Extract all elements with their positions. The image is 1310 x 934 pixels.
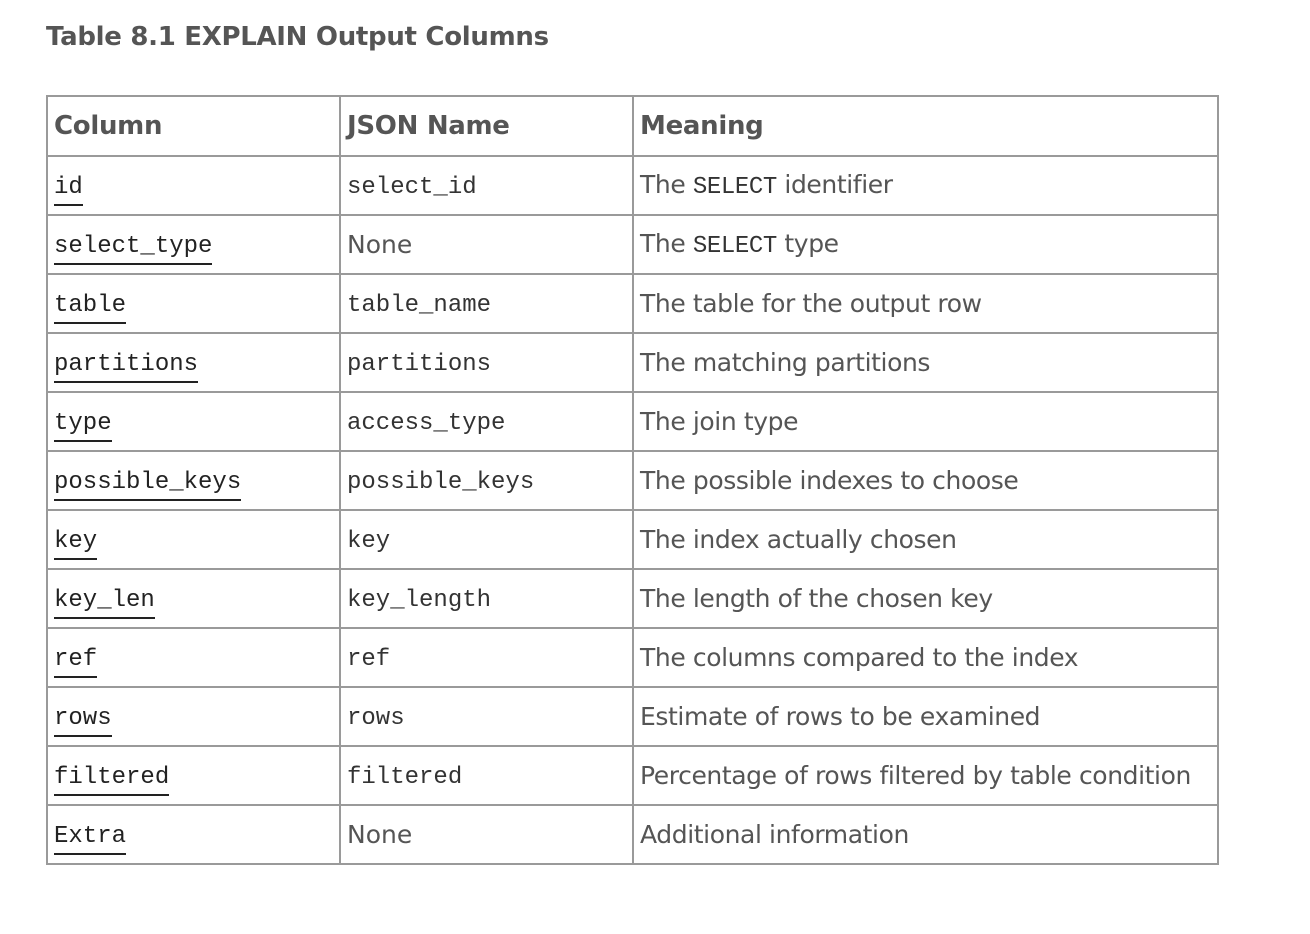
table-caption: Table 8.1 EXPLAIN Output Columns (46, 22, 549, 52)
column-cell (47, 805, 340, 864)
json-name-value: ref (347, 646, 391, 673)
column-link[interactable]: key_len (54, 587, 155, 619)
json-name-value: possible_keys (347, 469, 535, 496)
meaning-cell: Estimate of rows to be examined (633, 687, 1218, 746)
json-name-header: JSON Name (340, 96, 633, 156)
column-link[interactable]: select_type (54, 233, 212, 265)
column-cell (47, 451, 340, 510)
column-cell (47, 510, 340, 569)
column-header: Column (47, 96, 340, 156)
column-cell (47, 156, 340, 215)
table-row (47, 215, 1218, 274)
meaning-cell: The length of the chosen key (633, 569, 1218, 628)
json-name-value: filtered (347, 764, 463, 791)
json-name-cell (340, 569, 633, 628)
json-name-cell (340, 156, 633, 215)
json-name-cell (340, 510, 633, 569)
column-link[interactable]: type (54, 410, 112, 442)
column-cell (47, 628, 340, 687)
meaning-cell: The table for the output row (633, 274, 1218, 333)
meaning-header: Meaning (633, 96, 1218, 156)
table-row (47, 687, 1218, 746)
column-cell (47, 687, 340, 746)
column-cell (47, 333, 340, 392)
table-row (47, 156, 1218, 215)
table-row (47, 274, 1218, 333)
column-link[interactable]: filtered (54, 764, 169, 796)
table-row (47, 392, 1218, 451)
meaning-cell: The join type (633, 392, 1218, 451)
meaning-keyword: SELECT (692, 233, 777, 260)
table-header-row (47, 96, 1218, 156)
explain-output-columns-table (46, 95, 1219, 865)
column-link[interactable]: id (54, 174, 83, 206)
column-cell (47, 274, 340, 333)
json-name-value: None (347, 230, 413, 259)
column-cell (47, 392, 340, 451)
column-cell (47, 746, 340, 805)
meaning-cell: Percentage of rows filtered by table condition (633, 746, 1218, 805)
column-link[interactable]: Extra (54, 823, 126, 855)
json-name-value: table_name (347, 292, 492, 319)
meaning-cell (633, 215, 1218, 274)
meaning-text: The (640, 229, 693, 258)
meaning-text: type (776, 229, 839, 258)
json-name-cell (340, 274, 633, 333)
column-link[interactable]: rows (54, 705, 112, 737)
json-name-cell (340, 687, 633, 746)
table-row (47, 333, 1218, 392)
column-cell (47, 569, 340, 628)
meaning-text: The (640, 170, 693, 199)
json-name-cell (340, 392, 633, 451)
meaning-keyword: SELECT (692, 174, 777, 201)
json-name-value: key (347, 528, 391, 555)
json-name-cell (340, 628, 633, 687)
json-name-cell (340, 746, 633, 805)
json-name-cell (340, 805, 633, 864)
column-cell (47, 215, 340, 274)
meaning-cell: The possible indexes to choose (633, 451, 1218, 510)
table-row (47, 569, 1218, 628)
meaning-cell: Additional information (633, 805, 1218, 864)
json-name-cell (340, 333, 633, 392)
meaning-cell: The matching partitions (633, 333, 1218, 392)
meaning-text: identifier (776, 170, 893, 199)
meaning-cell (633, 156, 1218, 215)
table-row (47, 746, 1218, 805)
json-name-value: select_id (347, 174, 477, 201)
meaning-cell: The columns compared to the index (633, 628, 1218, 687)
json-name-value: None (347, 820, 413, 849)
json-name-cell (340, 451, 633, 510)
column-link[interactable]: partitions (54, 351, 198, 383)
json-name-value: partitions (347, 351, 492, 378)
json-name-cell (340, 215, 633, 274)
table-row (47, 451, 1218, 510)
column-link[interactable]: ref (54, 646, 97, 678)
json-name-value: rows (347, 705, 405, 732)
meaning-cell: The index actually chosen (633, 510, 1218, 569)
table-row (47, 510, 1218, 569)
table-row (47, 805, 1218, 864)
json-name-value: access_type (347, 410, 506, 437)
column-link[interactable]: key (54, 528, 97, 560)
column-link[interactable]: table (54, 292, 126, 324)
column-link[interactable]: possible_keys (54, 469, 241, 501)
json-name-value: key_length (347, 587, 492, 614)
table-row (47, 628, 1218, 687)
